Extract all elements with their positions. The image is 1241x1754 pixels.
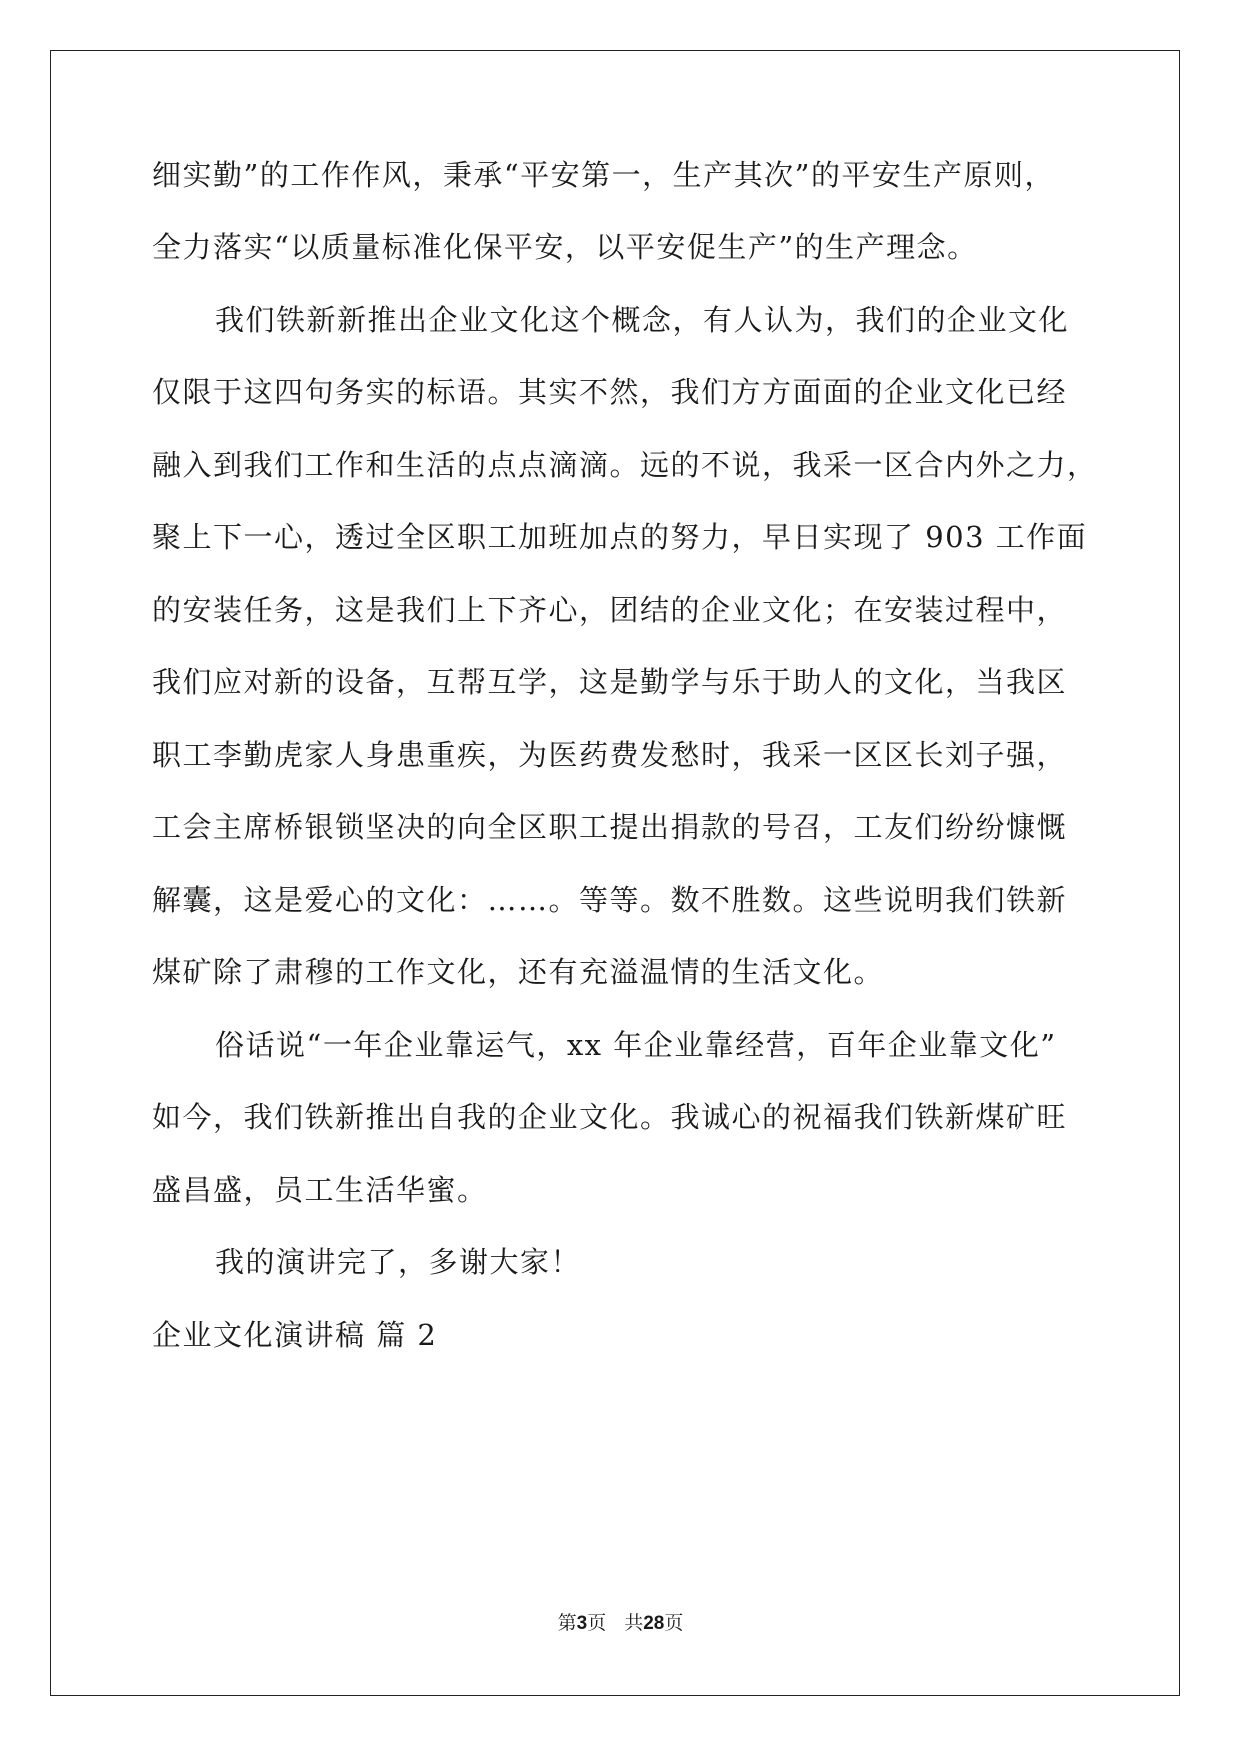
footer-total-prefix: 共	[624, 1612, 644, 1634]
text-line: 我们应对新的设备，互帮互学，这是勤学与乐于助人的文化，当我区	[152, 665, 1068, 699]
text-line: 聚上下一心，透过全区职工加班加点的努力，早日实现了 903 工作面	[152, 520, 1088, 554]
page-border	[50, 50, 1180, 1696]
text-line: 职工李勤虎家人身患重疾，为医药费发愁时，我采一区区长刘子强，	[152, 738, 1068, 772]
text-line: 我的演讲完了，多谢大家！	[215, 1245, 582, 1279]
text-line: 解囊，这是爱心的文化：……。等等。数不胜数。这些说明我们铁新	[152, 883, 1068, 917]
text-line: 细实勤”的工作作风，秉承“平安第一，生产其次”的平安生产原则，	[152, 158, 1055, 192]
text-line: 融入到我们工作和生活的点点滴滴。远的不说，我采一区合内外之力，	[152, 448, 1098, 482]
text-line: 仅限于这四句务实的标语。其实不然，我们方方面面的企业文化已经	[152, 375, 1068, 409]
text-line: 全力落实“以质量标准化保平安，以平安促生产”的生产理念。	[152, 230, 978, 264]
text-line: 盛昌盛，员工生活华蜜。	[152, 1173, 488, 1207]
text-line: 煤矿除了肃穆的工作文化，还有充溢温情的生活文化。	[152, 955, 885, 989]
text-line: 工会主席桥银锁坚决的向全区职工提出捐款的号召，工友们纷纷慷慨	[152, 810, 1068, 844]
footer-total-suffix: 页	[664, 1612, 684, 1634]
text-line: 俗话说“一年企业靠运气，xx 年企业靠经营，百年企业靠文化”	[215, 1028, 1057, 1062]
text-line: 如今，我们铁新推出自我的企业文化。我诚心的祝福我们铁新煤矿旺	[152, 1100, 1068, 1134]
page-footer	[0, 1608, 1241, 1635]
text-line: 我们铁新新推出企业文化这个概念，有人认为，我们的企业文化	[215, 303, 1070, 337]
text-line: 的安装任务，这是我们上下齐心，团结的企业文化；在安装过程中，	[152, 593, 1068, 627]
footer-page-suffix: 页	[587, 1612, 607, 1634]
footer-total-pages: 28	[643, 1613, 665, 1634]
footer-prefix: 第	[557, 1612, 577, 1634]
section-heading: 企业文化演讲稿 篇 2	[152, 1318, 438, 1352]
footer-page-number: 3	[576, 1613, 588, 1634]
